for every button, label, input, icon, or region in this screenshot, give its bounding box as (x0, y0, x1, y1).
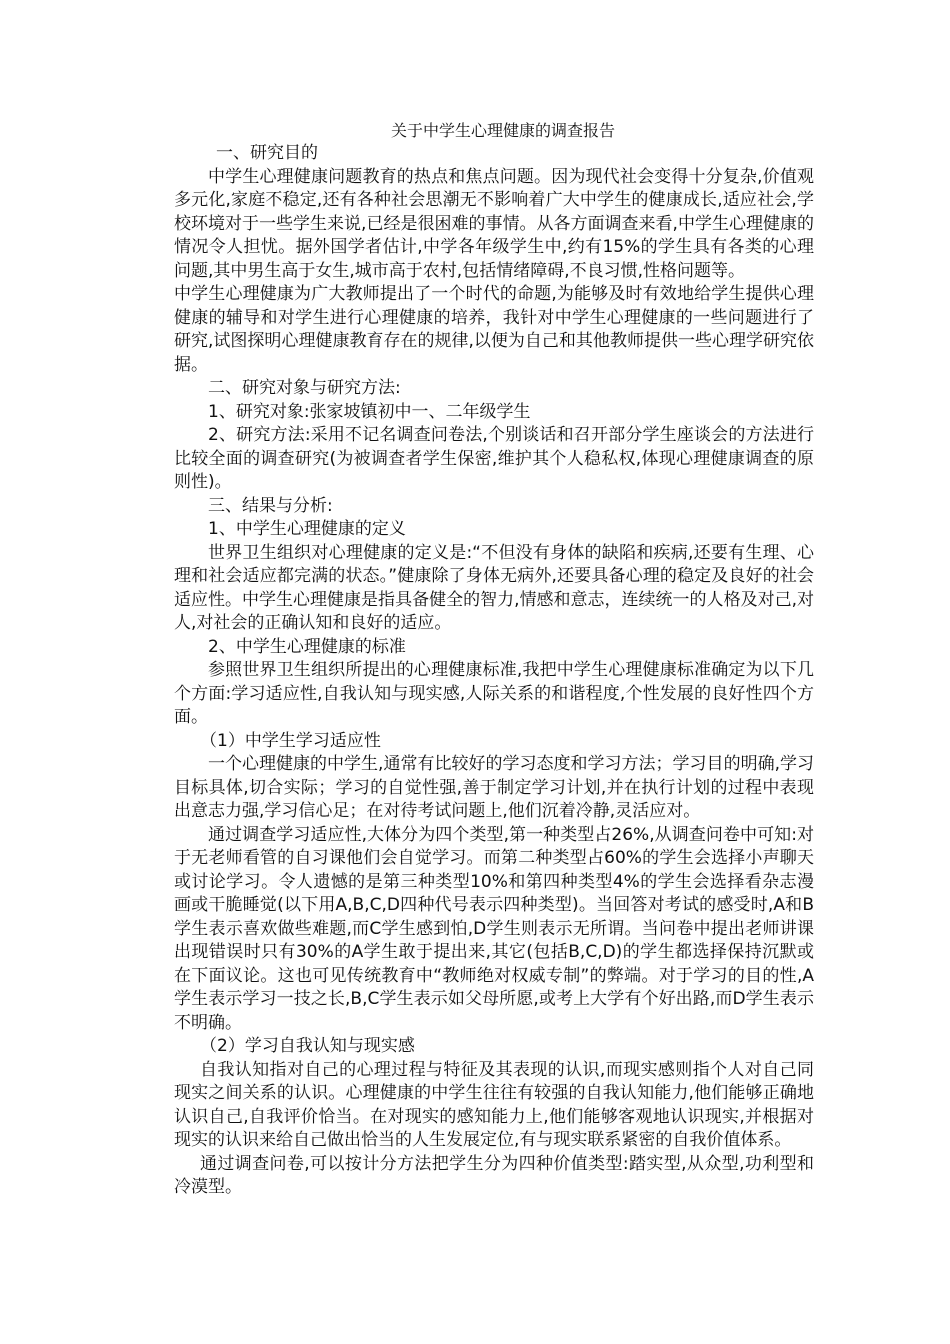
paragraph: 三、结果与分析: (208, 495, 333, 516)
paragraph: 1、中学生心理健康的定义 (208, 519, 406, 539)
paragraph: 2、中学生心理健康的标准 (208, 636, 406, 657)
section-heading: 一、研究目的 (216, 143, 318, 163)
paragraph: 一个心理健康的中学生,通常有比较好的学习态度和学习方法；学习目的明确,学习目标具体,切合实际；学习的自觉性强,善于制定学习计划,并在执行计划的过程中表现出意志力强,学习信心足；在对待考试问题上,他们沉着冷静,灵活应对。 (174, 754, 814, 821)
paragraph: 1、研究对象:张家坡镇初中一、二年级学生 (208, 401, 531, 422)
paragraph: 通过调查问卷,可以按计分方法把学生分为四种价值类型:踏实型,从众型,功利型和冷漠型。 (174, 1153, 814, 1197)
paragraph: 通过调查学习适应性,大体分为四个类型,第一种类型占26%,从调查问卷中可知:对于无老师看管的自习课他们会自觉学习。而第二种类型占60%的学生会选择小声聊天或讨论学习。令人遗憾的是第三种类型10%和第四种类型4%的学生会选择看杂志漫画或干脆睡觉(以下用A,B,C,D四种代号表示四种类型)。当回答对考试的感受时,A和B学生表示喜欢做些难题,而C学生感到怕,D学生则表示无所谓。当问卷中提出老师讲课出现错误时只有30%的A学生敢于提出来,其它(包括B,C,D)的学生都选择保持沉默或在下面议论。这也可见传统教育中“教师绝对权威专制”的弊端。对于学习的目的性,A学生表示学习一技之长,B,C学生表示如父母所愿,或考上大学有个好出路,而D学生表示不明确。 (174, 824, 814, 1033)
paragraph: 二、研究对象与研究方法: (208, 378, 401, 398)
document-title: 关于中学生心理健康的调查报告 (390, 121, 615, 140)
paragraph-list (174, 142, 814, 1200)
paragraph: （1）中学生学习适应性 (200, 730, 381, 751)
document-body (174, 120, 814, 1200)
paragraph: 参照世界卫生组织所提出的心理健康标准,我把中学生心理健康标准确定为以下几个方面:学习适应性,自我认知与现实感,人际关系的和谐程度,个性发展的良好性四个方面。 (174, 660, 814, 727)
paragraph: 自我认知指对自己的心理过程与特征及其表现的认识,而现实感则指个人对自己同现实之间关系的认识。心理健康的中学生往往有较强的自我认知能力,他们能够正确地认识自己,自我评价恰当。在对现实的感知能力上,他们能够客观地认识现实,并根据对现实的认识来给自己做出恰当的人生发展定位,有与现实联系紧密的自我价值体系。 (174, 1059, 814, 1150)
paragraph: 2、研究方法:采用不记名调查问卷法,个别谈话和召开部分学生座谈会的方法进行比较全面的调查研究(为被调查者学生保密,维护其个人稳私权,体现心理健康调查的原则性)。 (174, 425, 814, 492)
paragraph: 中学生心理健康为广大教师提出了一个时代的命题,为能够及时有效地给学生提供心理健康的辅导和对学生进行心理健康的培养，我针对中学生心理健康的一些问题进行了研究,试图探明心理健康教育存在的规律,以便为自己和其他教师提供一些心理学研究依据。 (174, 284, 814, 375)
paragraph: 世界卫生组织对心理健康的定义是:“不但没有身体的缺陷和疾病,还要有生理、心理和社会适应都完满的状态。”健康除了身体无病外,还要具备心理的稳定及良好的社会适应性。中学生心理健康是指具备健全的智力,情感和意志，连续统一的人格及对己,对人,对社会的正确认知和良好的适应。 (174, 542, 814, 633)
paragraph: （2）学习自我认知与现实感 (200, 1036, 415, 1056)
paragraph: 中学生心理健康问题教育的热点和焦点问题。因为现代社会变得十分复杂,价值观多元化,家庭不稳定,还有各种社会思潮无不影响着广大中学生的健康成长,适应社会,学校环境对于一些学生来说,已经是很困难的事情。从各方面调查来看,中学生心理健康的情况令人担忧。据外国学者估计,中学各年级学生中,约有15%的学生具有各类的心理问题,其中男生高于女生,城市高于农村,包括情绪障碍,不良习惯,性格问题等。 (174, 166, 814, 281)
